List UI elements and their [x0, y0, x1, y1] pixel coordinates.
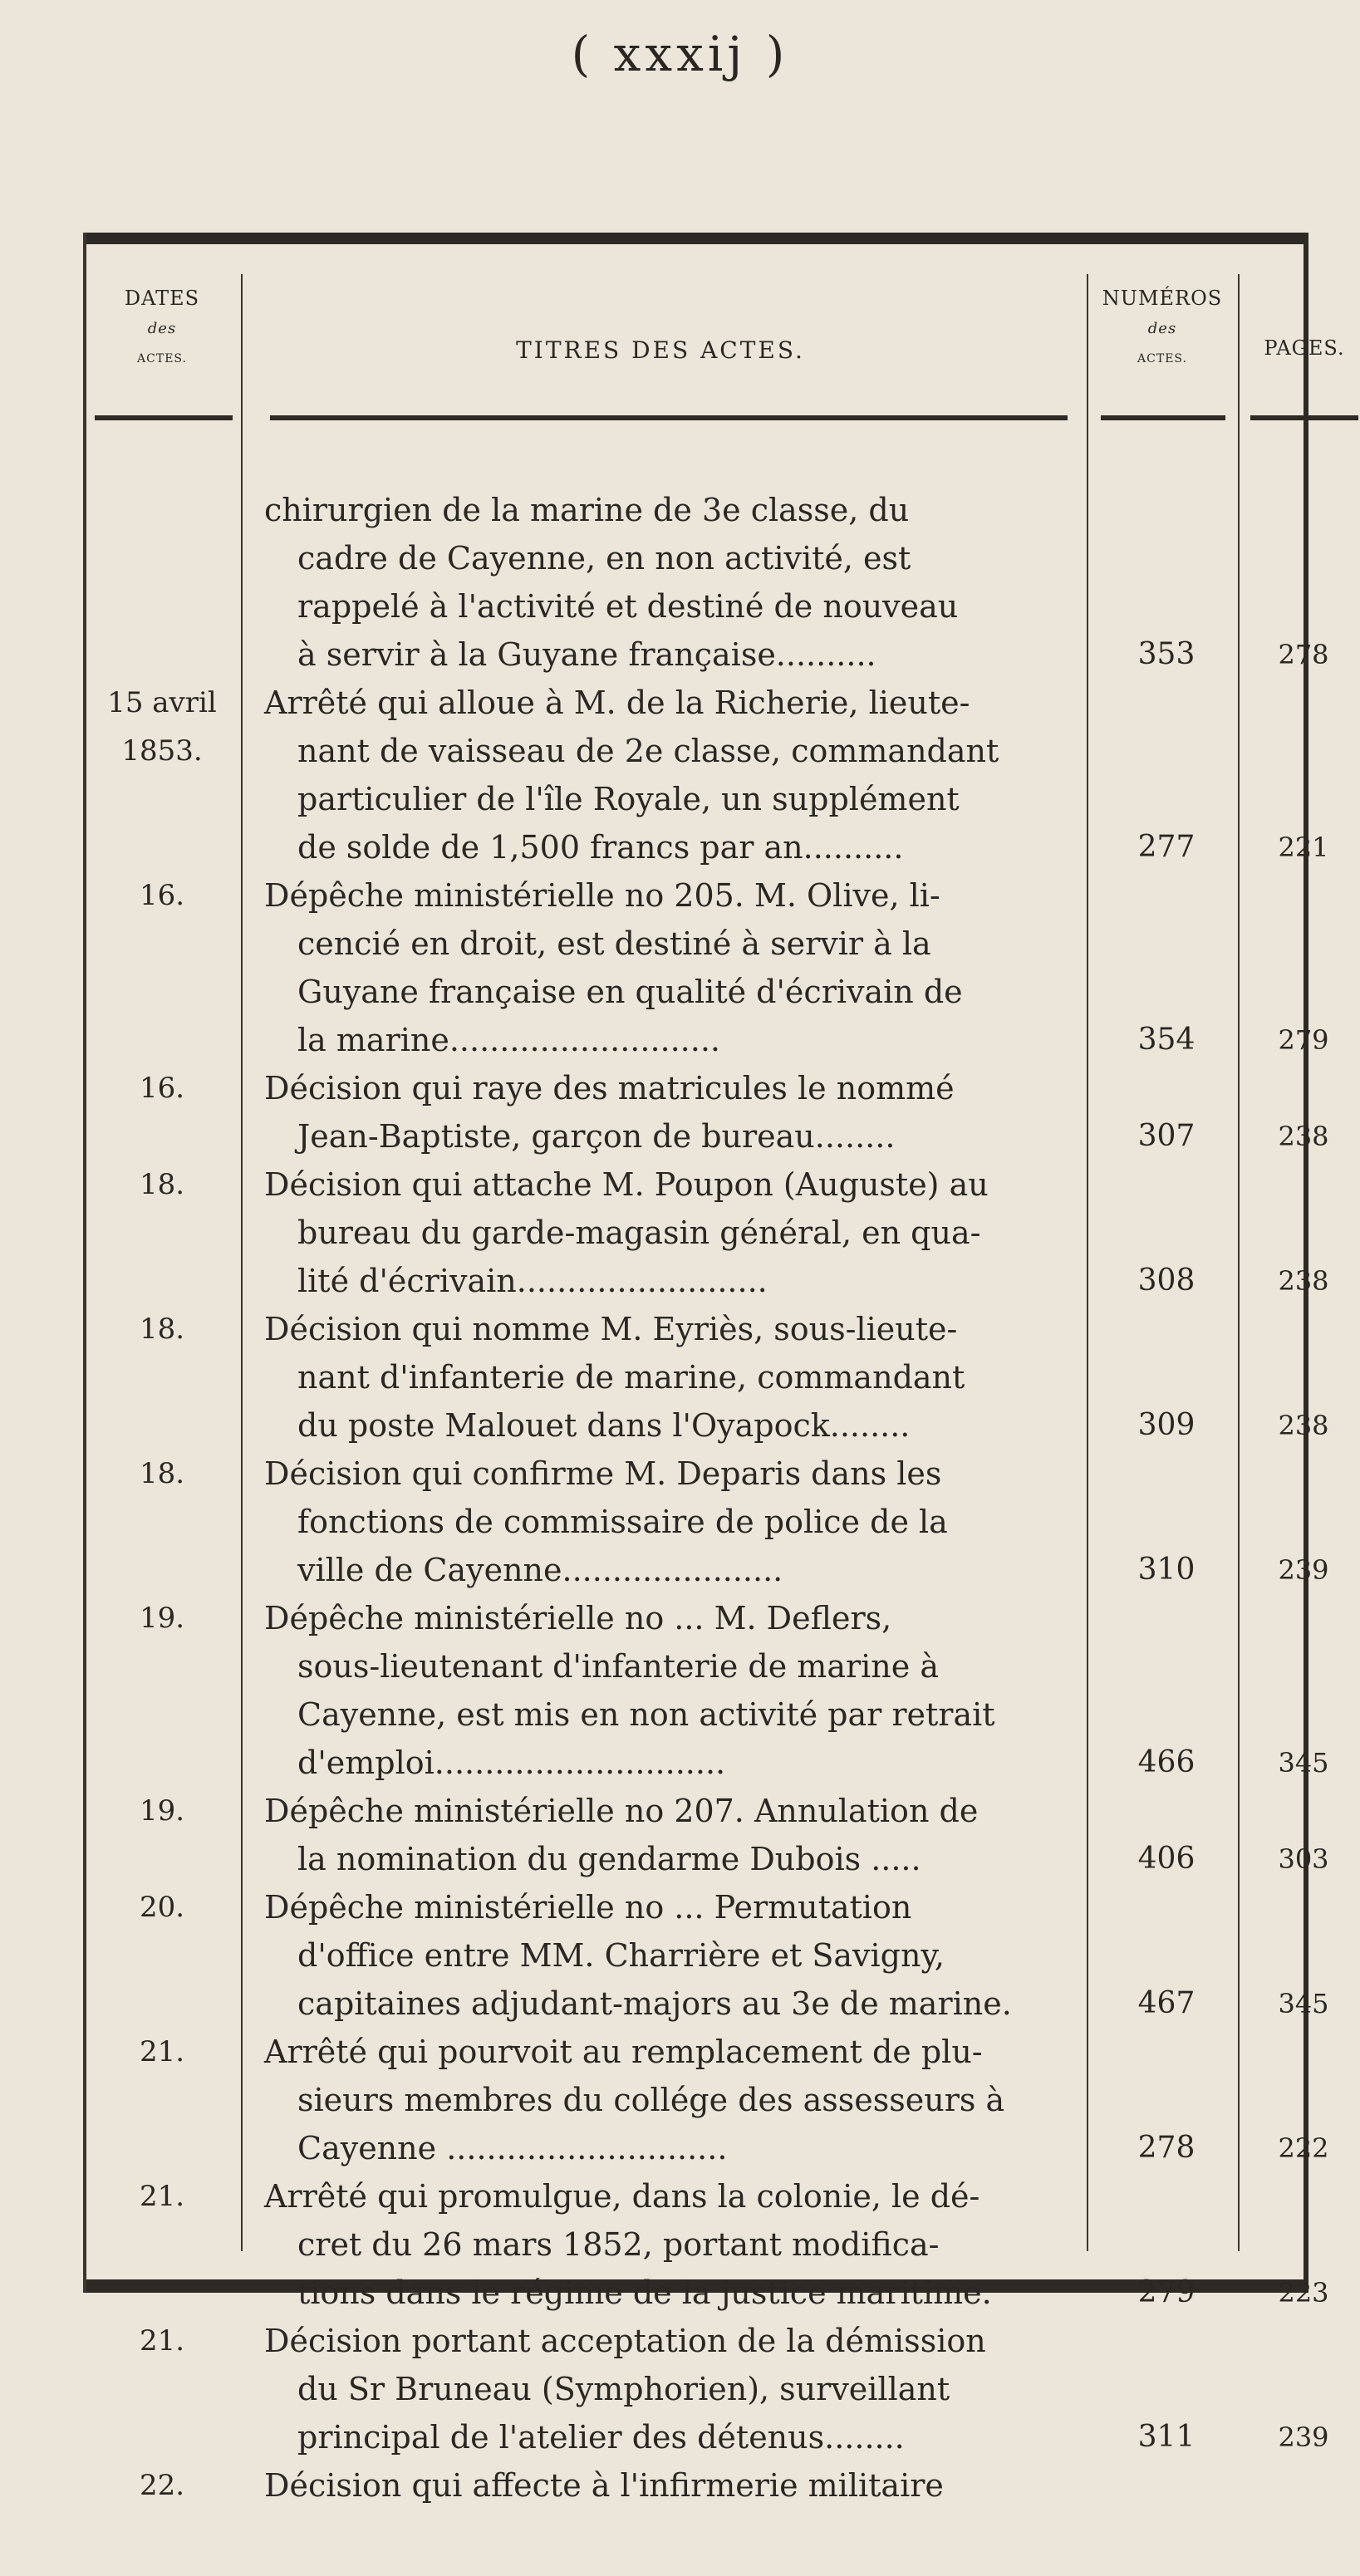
- act-number: 406: [1137, 1842, 1196, 1876]
- act-title: Arrêté qui promulgue, dans la colonie, le dé- cret du 26 mars 1852, portant modifica- tions dans le régime de la justice maritime.: [264, 2178, 992, 2311]
- act-date: 18.: [139, 1168, 185, 1201]
- act-page: 238: [1278, 1121, 1329, 1152]
- act-page: 238: [1278, 1410, 1329, 1441]
- act-title: Dépêche ministérielle no ... Permutation d'office entre MM. Charrière et Savigny, capitaines adjudant-majors au 3e de marine.: [264, 1889, 1012, 2022]
- table-row: [83, 871, 1329, 1064]
- act-title: chirurgien de la marine de 3e classe, du cadre de Cayenne, en non activité, est rappelé à l'activité et destiné de nouveau à servir à la Guyane française..........: [264, 492, 959, 673]
- header-rule-pages: [1250, 415, 1358, 420]
- act-date: 21.: [139, 2324, 185, 2358]
- act-page: 223: [1278, 2277, 1329, 2309]
- top-border: [83, 233, 1308, 244]
- table-row: [83, 1064, 1329, 1160]
- act-title: Arrêté qui alloue à M. de la Richerie, lieute- nant de vaisseau de 2e classe, commandant particulier de l'île Royale, un supplément de solde de 1,500 francs par an..........: [264, 684, 999, 866]
- act-date: 22.: [139, 2469, 185, 2502]
- act-page: 222: [1278, 2132, 1329, 2164]
- act-date: 20.: [139, 1891, 185, 1924]
- table-row: [83, 2172, 1329, 2317]
- table-row: [83, 1883, 1329, 2028]
- header-rule-numbers: [1101, 415, 1225, 420]
- table-row: [83, 2317, 1329, 2461]
- header-rule-titles: [270, 415, 1068, 420]
- header-titles: TITRES DES ACTES.: [516, 336, 805, 364]
- act-title: Décision qui confirme M. Deparis dans les fonctions de commissaire de police de la ville de Cayenne......................: [264, 1455, 948, 1588]
- act-date: 18.: [139, 1313, 185, 1346]
- act-date: 15 avril 1853.: [107, 686, 217, 768]
- table-row: [83, 2028, 1329, 2172]
- act-date: 19.: [139, 1794, 185, 1828]
- page-number: ( xxxij ): [571, 26, 789, 82]
- act-date: [83, 486, 241, 582]
- table-row: [83, 1160, 1329, 1305]
- act-number: 307: [1137, 1119, 1196, 1153]
- act-page: 239: [1278, 1554, 1329, 1586]
- table-row: [83, 1450, 1329, 1594]
- act-page: 238: [1278, 1265, 1329, 1297]
- table-row: [83, 1305, 1329, 1450]
- act-number: 311: [1137, 2420, 1196, 2454]
- act-page: 303: [1278, 1843, 1329, 1875]
- act-number: 309: [1137, 1408, 1196, 1442]
- act-title: Décision qui nomme M. Eyriès, sous-lieute- nant d'infanterie de marine, commandant du poste Malouet dans l'Oyapock........: [264, 1311, 965, 1444]
- act-date: 18.: [139, 1457, 185, 1490]
- act-date: 19.: [139, 1602, 185, 1635]
- table-row: [83, 1594, 1329, 1787]
- act-title: Dépêche ministérielle no ... M. Deflers, sous-lieutenant d'infanterie de marine à Cayenne, est mis en non activité par retrait d'emploi.............................: [264, 1600, 995, 1781]
- act-number: 310: [1137, 1553, 1196, 1587]
- act-page: 345: [1278, 1747, 1329, 1779]
- act-number: 277: [1137, 830, 1196, 864]
- act-number: 466: [1137, 1745, 1196, 1779]
- act-title: Décision qui raye des matricules le nommé Jean-Baptiste, garçon de bureau........: [264, 1070, 955, 1155]
- act-number: 279: [1137, 2275, 1196, 2309]
- header-dates: DATES des ACTES.: [124, 287, 200, 366]
- table-row: [83, 1787, 1329, 1883]
- act-date: 21.: [139, 2035, 185, 2068]
- header-numbers: NUMÉROS des ACTES.: [1102, 287, 1223, 366]
- act-title: Dépêche ministérielle no 205. M. Olive, li- cencié en droit, est destiné à servir à la Guyane française en qualité d'écrivain de la marine...........................: [264, 877, 963, 1058]
- act-number: 467: [1137, 1986, 1196, 2020]
- act-number: 278: [1137, 2131, 1196, 2165]
- act-page: 239: [1278, 2421, 1329, 2453]
- table-row: [83, 486, 1329, 679]
- act-date: 16.: [139, 879, 185, 912]
- act-date: 16.: [139, 1072, 185, 1105]
- act-title: Arrêté qui pourvoit au remplacement de plu- sieurs membres du collége des assesseurs à Cayenne ............................: [264, 2034, 1005, 2166]
- act-number: 353: [1137, 637, 1196, 671]
- act-page: 221: [1278, 832, 1329, 863]
- act-number: 308: [1137, 1263, 1196, 1298]
- table-frame: [83, 233, 1345, 2504]
- act-title: Dépêche ministérielle no 207. Annulation de la nomination du gendarme Dubois .....: [264, 1793, 979, 1877]
- act-date: 21.: [139, 2180, 185, 2213]
- act-title: Décision qui affecte à l'infirmerie militaire: [264, 2467, 944, 2504]
- table-row: [83, 2461, 1308, 2510]
- act-page: 279: [1278, 1024, 1329, 1056]
- act-number: 354: [1137, 1023, 1196, 1057]
- header-pages: PAGES.: [1264, 336, 1345, 360]
- table-row: [83, 679, 1329, 871]
- act-page: 345: [1278, 1988, 1329, 2019]
- act-title: Décision qui attache M. Poupon (Auguste) au bureau du garde-magasin général, en qua- lité d'écrivain.........................: [264, 1166, 989, 1299]
- acts-list: [83, 486, 1329, 2510]
- act-title: Décision portant acceptation de la démission du Sr Bruneau (Symphorien), surveillant principal de l'atelier des détenus........: [264, 2323, 986, 2456]
- act-page: 278: [1278, 639, 1329, 670]
- header-rule-dates: [95, 415, 233, 420]
